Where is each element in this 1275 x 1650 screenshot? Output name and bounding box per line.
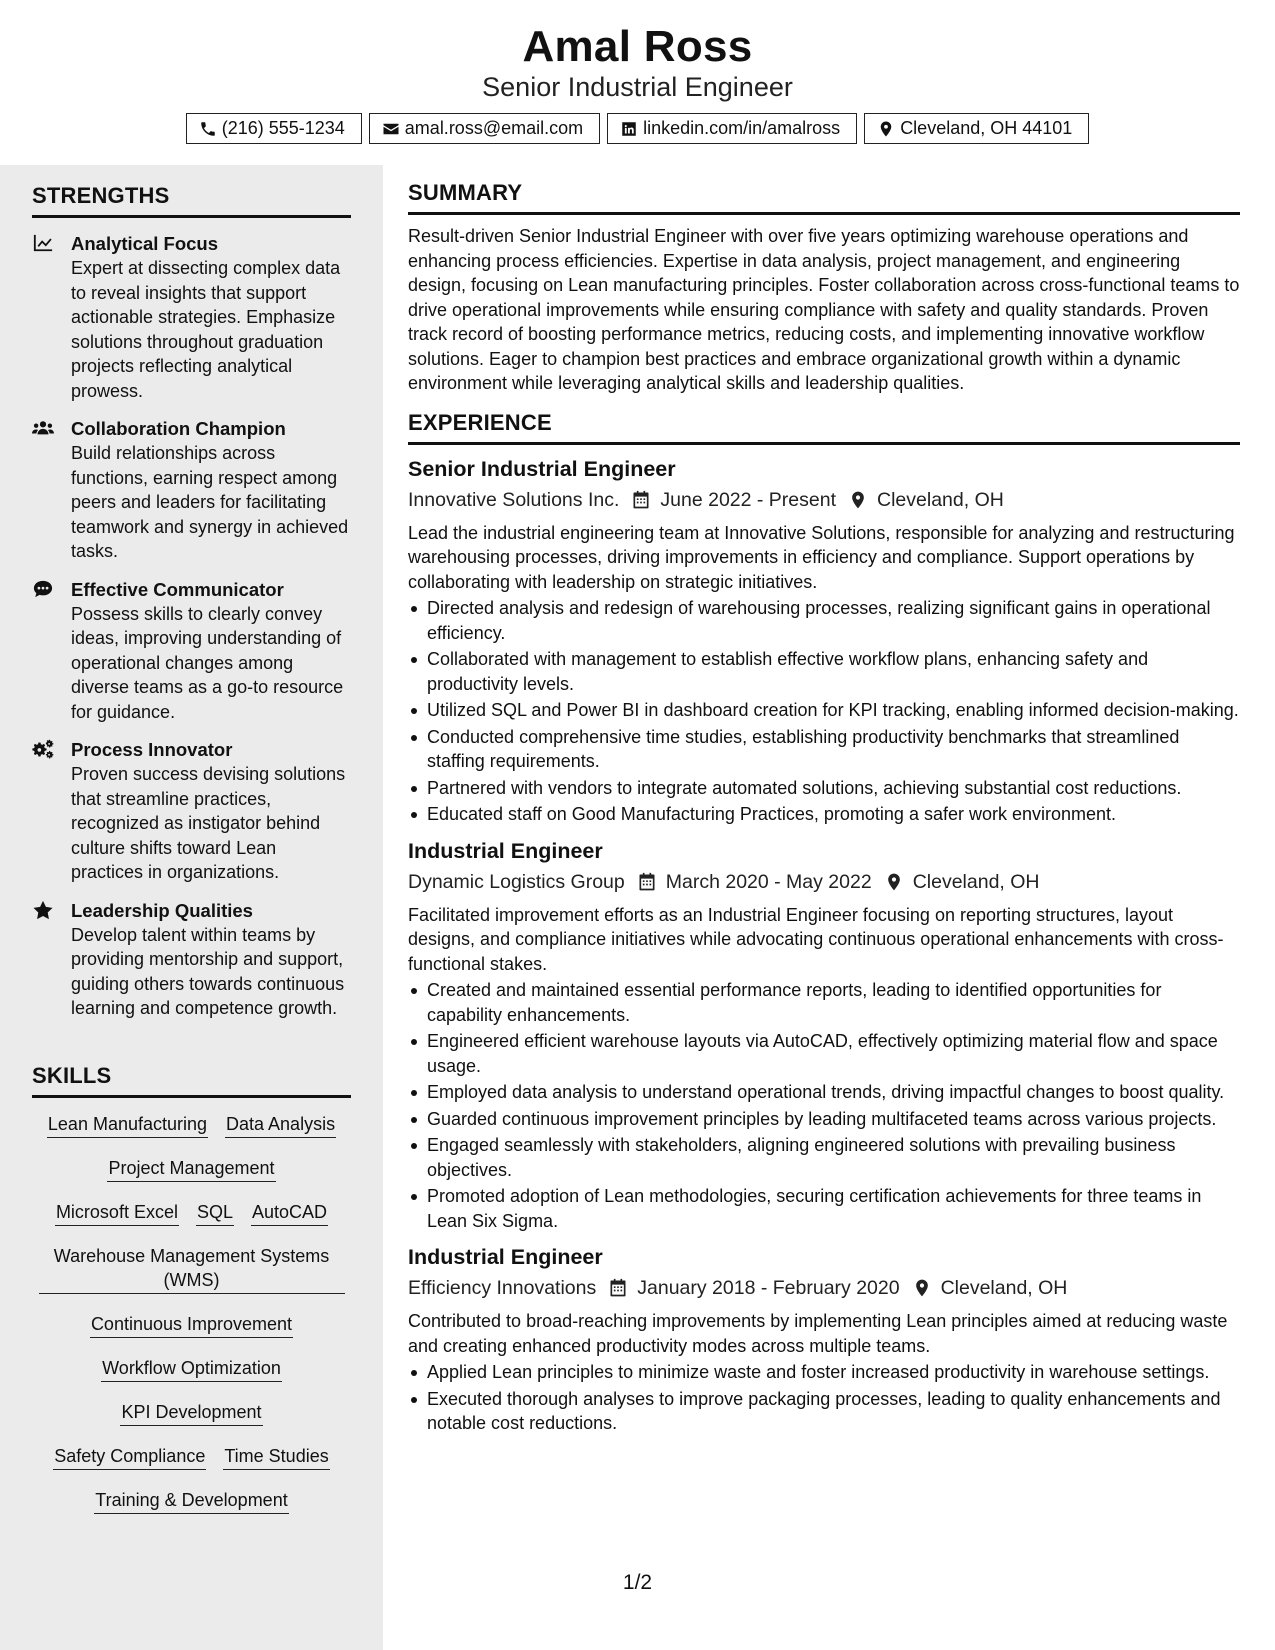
job-description: Facilitated improvement efforts as an Industrial Engineer focusing on reporting structures, layout designs, and compliance initiatives while advocating continuous operational enhancements with cross-functional stakes. (408, 904, 1224, 974)
skill-row (32, 1356, 351, 1382)
skill-row (32, 1444, 351, 1470)
skill-tag: Continuous Improvement (90, 1312, 293, 1338)
job-company: Efficiency Innovations (408, 1277, 597, 1299)
contact-phone-text: (216) 555-1234 (221, 118, 345, 138)
contact-linkedin-text: linkedin.com/in/amalross (643, 118, 841, 138)
strength-item (32, 232, 351, 403)
map-pin-icon (912, 1278, 932, 1298)
skill-row (32, 1112, 351, 1138)
skill-tag: Microsoft Excel (55, 1200, 179, 1226)
strength-item (32, 578, 351, 725)
strength-title: Process Innovator (71, 739, 233, 760)
skill-row (32, 1400, 351, 1426)
job-meta (408, 485, 1240, 515)
strength-item (32, 738, 351, 885)
job-role: Industrial Engineer (408, 1245, 603, 1269)
contact-location (864, 113, 1089, 144)
linkedin-icon (620, 120, 638, 138)
contact-phone (186, 113, 362, 144)
speech-bubble-icon (32, 579, 56, 601)
skill-tag: KPI Development (120, 1400, 262, 1426)
job-entry (408, 1242, 1240, 1436)
job-bullet: Collaborated with management to establish effective workflow plans, enhancing safety and productivity levels. (408, 647, 1240, 696)
job-description: Contributed to broad-reaching improvements by implementing Lean principles aimed at reducing waste and creating enhanced productivity modes across multiple teams. (408, 1311, 1228, 1356)
main-content (408, 180, 1240, 1438)
experience-heading: EXPERIENCE (408, 410, 1240, 445)
job-bullet: Educated staff on Good Manufacturing Practices, promoting a safer work environment. (408, 802, 1240, 827)
strength-title: Effective Communicator (71, 578, 284, 600)
job-bullet: Promoted adoption of Lean methodologies, securing certification achievements for three teams in Lean Six Sigma. (408, 1184, 1240, 1233)
job-bullet: Conducted comprehensive time studies, establishing productivity benchmarks that streamlined staffing requirements. (408, 725, 1240, 774)
skill-row (32, 1244, 351, 1294)
map-pin-icon (877, 120, 895, 138)
strength-item (32, 899, 351, 1021)
job-bullet: Partnered with vendors to integrate automated solutions, achieving substantial cost reductions. (408, 776, 1240, 801)
job-bullets (408, 596, 1240, 827)
contact-bar (0, 113, 1275, 144)
job-bullet: Applied Lean principles to minimize waste and foster increased productivity in warehouse settings. (408, 1360, 1240, 1385)
strength-item (32, 417, 351, 564)
skills-heading: SKILLS (32, 1063, 351, 1098)
skill-row (32, 1156, 351, 1182)
job-dates: June 2022 - Present (660, 488, 837, 511)
job-entry (408, 454, 1240, 827)
job-role: Senior Industrial Engineer (408, 456, 676, 481)
job-bullet: Created and maintained essential performance reports, leading to identified opportunities for capability enhancements. (408, 978, 1240, 1027)
skill-tag: Safety Compliance (53, 1444, 206, 1470)
candidate-name: Amal Ross (522, 22, 753, 71)
strengths-section (32, 183, 351, 1021)
candidate-title: Senior Industrial Engineer (482, 72, 793, 102)
job-company: Dynamic Logistics Group (408, 870, 625, 893)
skill-tag: Data Analysis (225, 1112, 336, 1138)
job-bullet: Engaged seamlessly with stakeholders, aligning engineered solutions with prevailing business objectives. (408, 1133, 1240, 1182)
skill-tag: Lean Manufacturing (47, 1112, 208, 1138)
contact-email-text: amal.ross@email.com (404, 118, 584, 138)
chart-line-icon (32, 233, 56, 255)
skills-section (32, 1063, 351, 1532)
job-dates: January 2018 - February 2020 (637, 1277, 900, 1299)
job-location: Cleveland, OH (912, 870, 1040, 893)
job-bullet: Directed analysis and redesign of warehousing processes, realizing significant gains in operational efficiency. (408, 596, 1240, 645)
job-meta (408, 867, 1240, 897)
job-bullets (408, 978, 1240, 1233)
strength-text: Build relationships across functions, earning respect among peers and leaders for facilitating teamwork and synergy in achieved tasks. (71, 443, 349, 561)
skill-tag: SQL (196, 1200, 234, 1226)
skill-row (32, 1200, 351, 1226)
skills-list (32, 1112, 351, 1514)
skill-tag: AutoCAD (251, 1200, 328, 1226)
strength-title: Leadership Qualities (71, 899, 253, 921)
job-location: Cleveland, OH (877, 488, 1004, 511)
skill-tag: Workflow Optimization (101, 1356, 282, 1382)
skill-tag: Training & Development (94, 1488, 288, 1514)
strength-text: Expert at dissecting complex data to reveal insights that support actionable strategies. Emphasize solutions throughout graduation projects reflecting analytical prowess. (71, 258, 341, 401)
users-icon (32, 418, 56, 440)
job-location: Cleveland, OH (940, 1277, 1068, 1299)
map-pin-icon (848, 490, 868, 510)
strength-text: Possess skills to clearly convey ideas, improving understanding of operational changes among diverse teams as a go-to resource for guidance. (71, 603, 344, 722)
job-role: Industrial Engineer (408, 838, 603, 863)
skill-tag: Warehouse Management Systems (WMS) (39, 1244, 345, 1294)
skill-tag: Project Management (107, 1156, 275, 1182)
gears-icon (32, 739, 56, 761)
job-bullet: Guarded continuous improvement principles by leading multifaceted teams across various projects. (408, 1107, 1240, 1132)
skill-row (32, 1488, 351, 1514)
contact-location-text: Cleveland, OH 44101 (900, 118, 1073, 138)
job-bullet: Engineered efficient warehouse layouts via AutoCAD, effectively optimizing material flow and space usage. (408, 1029, 1240, 1078)
job-bullet: Utilized SQL and Power BI in dashboard creation for KPI tracking, enabling informed decision-making. (408, 698, 1240, 723)
sidebar (0, 165, 383, 1650)
strength-text: Proven success devising solutions that streamline practices, recognized as instigator behind culture shifts toward Lean practices in organizations. (71, 764, 346, 882)
contact-email (369, 113, 600, 144)
envelope-icon (382, 120, 400, 138)
calendar-icon (631, 490, 651, 510)
calendar-icon (637, 872, 657, 892)
job-entry (408, 836, 1240, 1234)
phone-icon (199, 120, 217, 138)
page-number: 1/2 (622, 1571, 653, 1594)
skill-tag: Time Studies (223, 1444, 329, 1470)
resume-header (0, 0, 1275, 165)
strength-text: Develop talent within teams by providing mentorship and support, guiding others towards continuous learning and competence growth. (71, 924, 345, 1018)
job-bullets (408, 1360, 1240, 1436)
summary-text: Result-driven Senior Industrial Engineer with over five years optimizing warehouse operations and enhancing process efficiencies. Expertise in data analysis, project management, and engineering design, focusing on Lean manufacturing principles. Foster collaboration across cross-functional teams to drive operational improvements while ensuring compliance with safety and quality standards. Proven track record of boosting performance metrics, reducing costs, and implementing innovative workflow solutions. Eager to champion best practices and embrace organizational growth within a dynamic environment while leveraging analytical skills and leadership qualities. (408, 226, 1240, 393)
job-meta (408, 1273, 1240, 1303)
contact-linkedin (607, 113, 857, 144)
job-bullet: Employed data analysis to understand operational trends, driving impactful changes to boost quality. (408, 1080, 1240, 1105)
skill-row (32, 1312, 351, 1338)
strength-title: Analytical Focus (71, 233, 219, 254)
calendar-icon (608, 1278, 628, 1298)
job-company: Innovative Solutions Inc. (408, 488, 620, 511)
job-bullet: Executed thorough analyses to improve packaging processes, leading to quality enhancements and notable cost reductions. (408, 1387, 1240, 1436)
strengths-heading: STRENGTHS (32, 183, 351, 218)
summary-heading: SUMMARY (408, 180, 1240, 215)
job-dates: March 2020 - May 2022 (665, 870, 872, 893)
job-description: Lead the industrial engineering team at Innovative Solutions, responsible for analyzing and restructuring warehousing processes, driving improvements in efficiency and compliance. Support operations by collaborating with leadership on strategic initiatives. (408, 522, 1235, 592)
map-pin-icon (884, 872, 904, 892)
strength-title: Collaboration Champion (71, 418, 286, 439)
star-icon (32, 900, 56, 922)
